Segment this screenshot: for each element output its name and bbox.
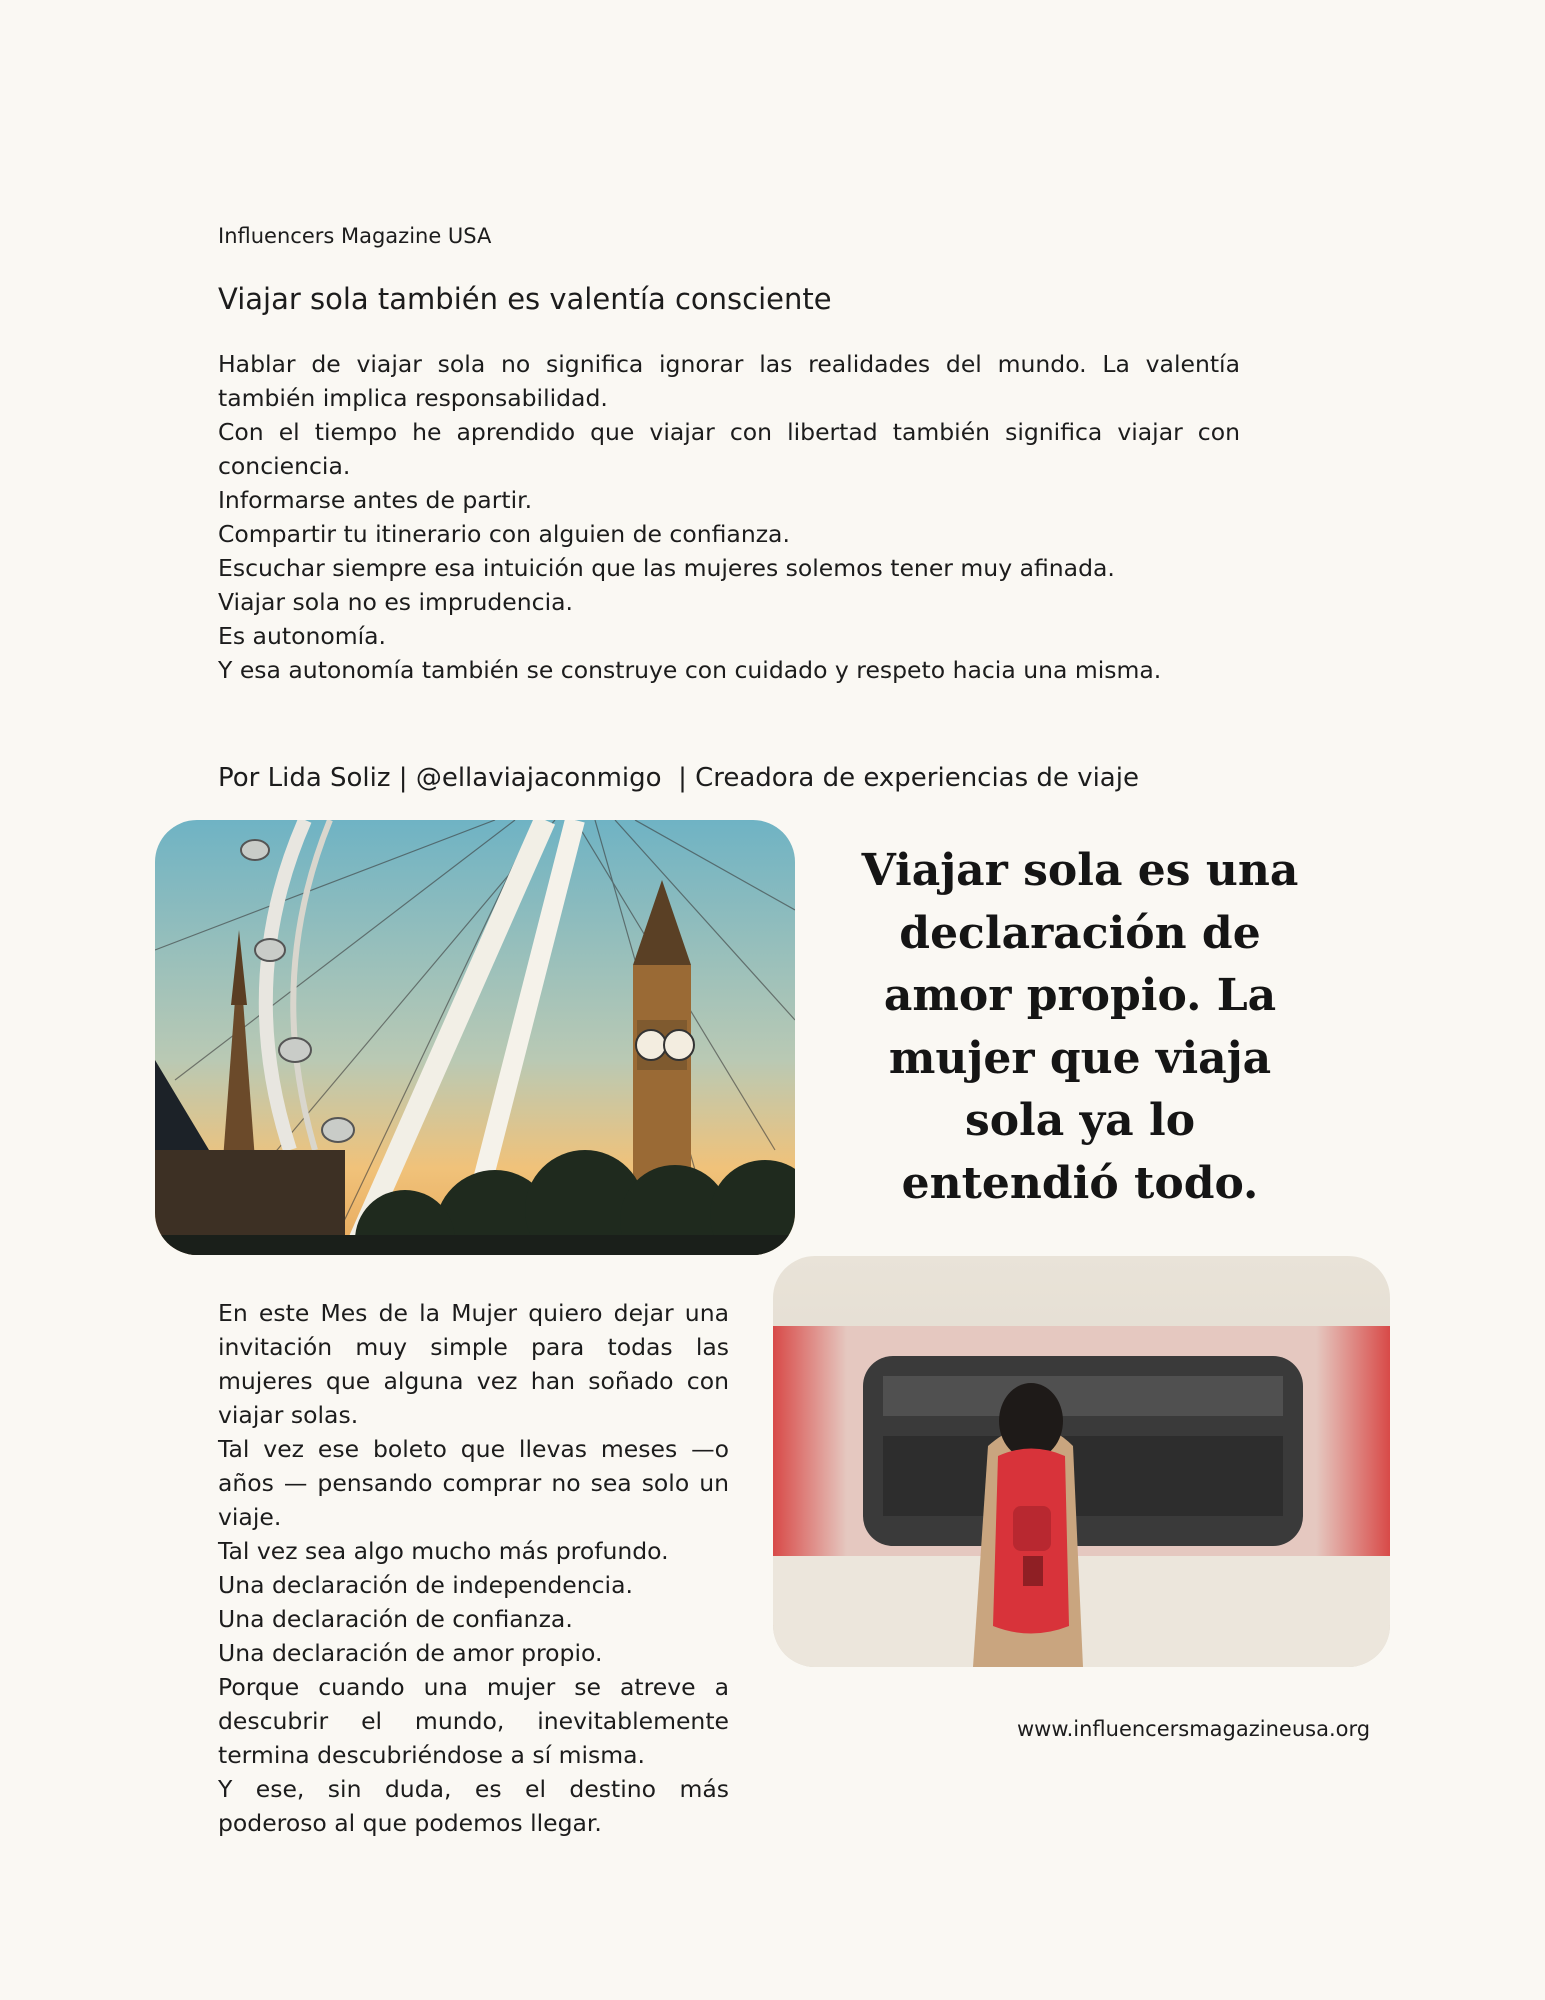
intro-paragraph: Compartir tu itinerario con alguien de confianza. bbox=[218, 520, 790, 548]
intro-paragraph: Con el tiempo he aprendido que viajar con libertad también significa viajar con conciencia. bbox=[218, 418, 1240, 480]
author-byline: Por Lida Soliz | @ellaviajaconmigo | Creadora de experiencias de viaje bbox=[218, 763, 1139, 793]
closing-paragraph: Una declaración de independencia. bbox=[218, 1571, 633, 1599]
closing-paragraph: Tal vez ese boleto que llevas meses —o años — pensando comprar no sea solo un viaje. bbox=[218, 1435, 729, 1531]
intro-paragraph: Y esa autonomía también se construye con cuidado y respeto hacia una misma. bbox=[218, 656, 1162, 684]
closing-paragraph: Tal vez sea algo mucho más profundo. bbox=[218, 1537, 669, 1565]
intro-paragraph: Viajar sola no es imprudencia. bbox=[218, 588, 573, 616]
woman-red-backpack-train-photo bbox=[773, 1256, 1390, 1667]
closing-paragraph: Porque cuando una mujer se atreve a descubrir el mundo, inevitablemente termina descubriéndose a sí misma. bbox=[218, 1673, 729, 1769]
closing-paragraph: Y ese, sin duda, es el destino más poderoso al que podemos llegar. bbox=[218, 1775, 729, 1837]
pull-quote: Viajar sola es una declaración de amor propio. La mujer que viaja sola ya lo entendió todo. bbox=[861, 845, 1299, 1209]
intro-paragraph: Informarse antes de partir. bbox=[218, 486, 533, 514]
closing-paragraph: Una declaración de confianza. bbox=[218, 1605, 573, 1633]
website-url[interactable]: www.influencersmagazineusa.org bbox=[1017, 1717, 1371, 1741]
closing-paragraph: Una declaración de amor propio. bbox=[218, 1639, 603, 1667]
closing-paragraph: En este Mes de la Mujer quiero dejar una invitación muy simple para todas las mujeres que alguna vez han soñado con viajar solas. bbox=[218, 1299, 729, 1429]
intro-paragraph: Escuchar siempre esa intuición que las mujeres solemos tener muy afinada. bbox=[218, 554, 1115, 582]
intro-paragraph: Es autonomía. bbox=[218, 622, 387, 650]
intro-paragraph: Hablar de viajar sola no significa ignorar las realidades del mundo. La valentía también implica responsabilidad. bbox=[218, 350, 1240, 412]
closing-text bbox=[218, 1296, 729, 1840]
intro-text bbox=[218, 347, 1240, 687]
magazine-name: Influencers Magazine USA bbox=[218, 224, 492, 248]
london-eye-big-ben-photo bbox=[155, 820, 795, 1255]
article-title: Viajar sola también es valentía consciente bbox=[218, 282, 832, 316]
